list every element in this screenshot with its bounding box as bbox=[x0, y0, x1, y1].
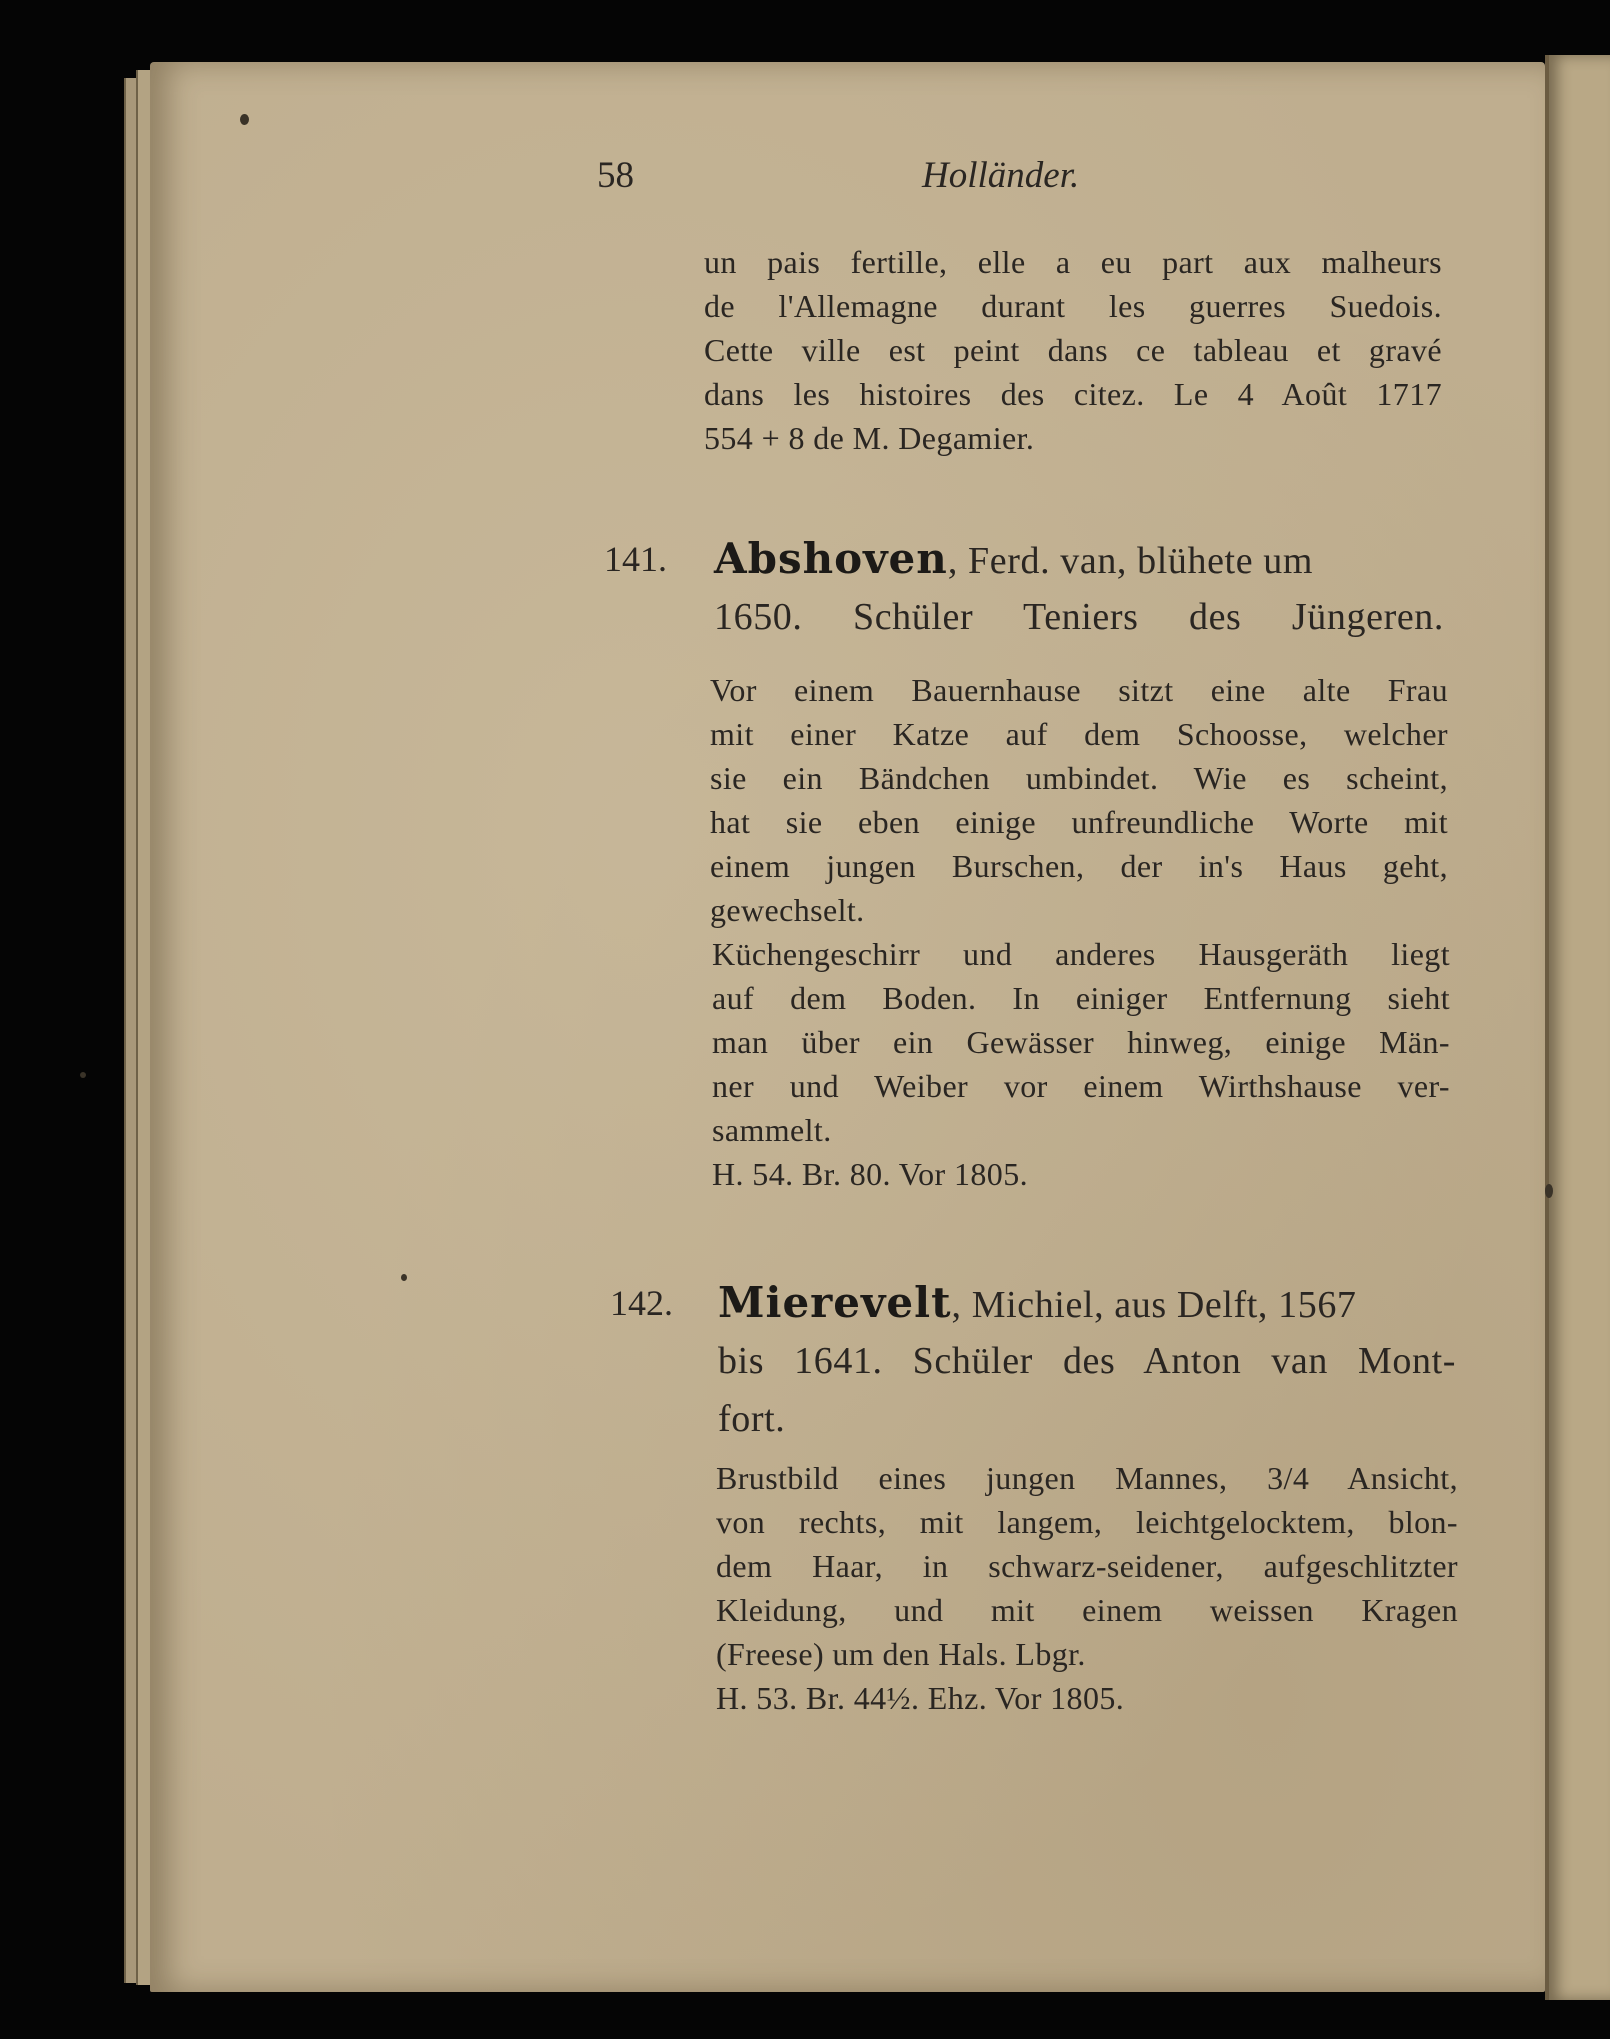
entry-heading bbox=[718, 1274, 1456, 1334]
artist-name: Abshoven bbox=[714, 534, 948, 583]
artist-details: , Ferd. van, blühete um bbox=[947, 540, 1314, 582]
entry-heading-line: bis 1641. Schüler des Anton van Mont- bbox=[718, 1340, 1456, 1382]
continuation-line: dans les histoires des citez. Le 4 Août 1717 bbox=[704, 376, 1442, 412]
description-line: hat sie eben einige unfreundliche Worte mit bbox=[710, 804, 1448, 840]
description-line: Kleidung, und mit einem weissen Kragen bbox=[716, 1592, 1458, 1628]
paper-speck bbox=[240, 114, 249, 125]
paper-speck bbox=[401, 1274, 407, 1281]
entry-number: 141. bbox=[604, 539, 667, 579]
page-number: 58 bbox=[597, 155, 634, 196]
continuation-line: Cette ville est peint dans ce tableau et gravé bbox=[704, 332, 1442, 368]
continuation-line: de l'Allemagne durant les guerres Suedois. bbox=[704, 288, 1442, 324]
description-line: von rechts, mit langem, leichtgelocktem, blon- bbox=[716, 1504, 1458, 1540]
paper-speck bbox=[80, 1072, 86, 1078]
entry-number: 142. bbox=[610, 1283, 673, 1323]
artist-name: Mierevelt bbox=[718, 1278, 952, 1327]
continuation-line: 554 + 8 de M. Degamier. bbox=[704, 420, 1035, 456]
description-line: man über ein Gewässer hinweg, einige Män- bbox=[712, 1024, 1450, 1060]
dimensions-line: H. 53. Br. 44½. Ehz. Vor 1805. bbox=[716, 1680, 1125, 1716]
entry-heading bbox=[714, 530, 1444, 590]
description-line: auf dem Boden. In einiger Entfernung sieht bbox=[712, 980, 1450, 1016]
description-line: einem jungen Burschen, der in's Haus geht, bbox=[710, 848, 1448, 884]
paper-speck bbox=[1545, 1184, 1553, 1198]
page-title: Holländer. bbox=[922, 155, 1080, 196]
description-line: Küchengeschirr und anderes Hausgeräth liegt bbox=[712, 936, 1450, 972]
description-line: gewechselt. bbox=[710, 892, 865, 928]
description-line: (Freese) um den Hals. Lbgr. bbox=[716, 1636, 1086, 1672]
description-line: Vor einem Bauernhause sitzt eine alte Frau bbox=[710, 672, 1448, 708]
entry-heading-line: fort. bbox=[718, 1398, 786, 1440]
artist-details: , Michiel, aus Delft, 1567 bbox=[951, 1284, 1357, 1326]
description-line: ner und Weiber vor einem Wirthshause ver- bbox=[712, 1068, 1450, 1104]
entry-heading-line: 1650. Schüler Teniers des Jüngeren. bbox=[714, 596, 1444, 638]
description-line: sie ein Bändchen umbindet. Wie es scheint, bbox=[710, 760, 1448, 796]
description-line: Brustbild eines jungen Mannes, 3/4 Ansicht, bbox=[716, 1460, 1458, 1496]
description-line: sammelt. bbox=[712, 1112, 832, 1148]
facing-page-edge bbox=[1545, 55, 1610, 2000]
description-line: mit einer Katze auf dem Schoosse, welcher bbox=[710, 716, 1448, 752]
description-line: dem Haar, in schwarz-seidener, aufgeschlitzter bbox=[716, 1548, 1458, 1584]
dimensions-line: H. 54. Br. 80. Vor 1805. bbox=[712, 1156, 1029, 1192]
continuation-line: un pais fertille, elle a eu part aux malheurs bbox=[704, 244, 1442, 280]
